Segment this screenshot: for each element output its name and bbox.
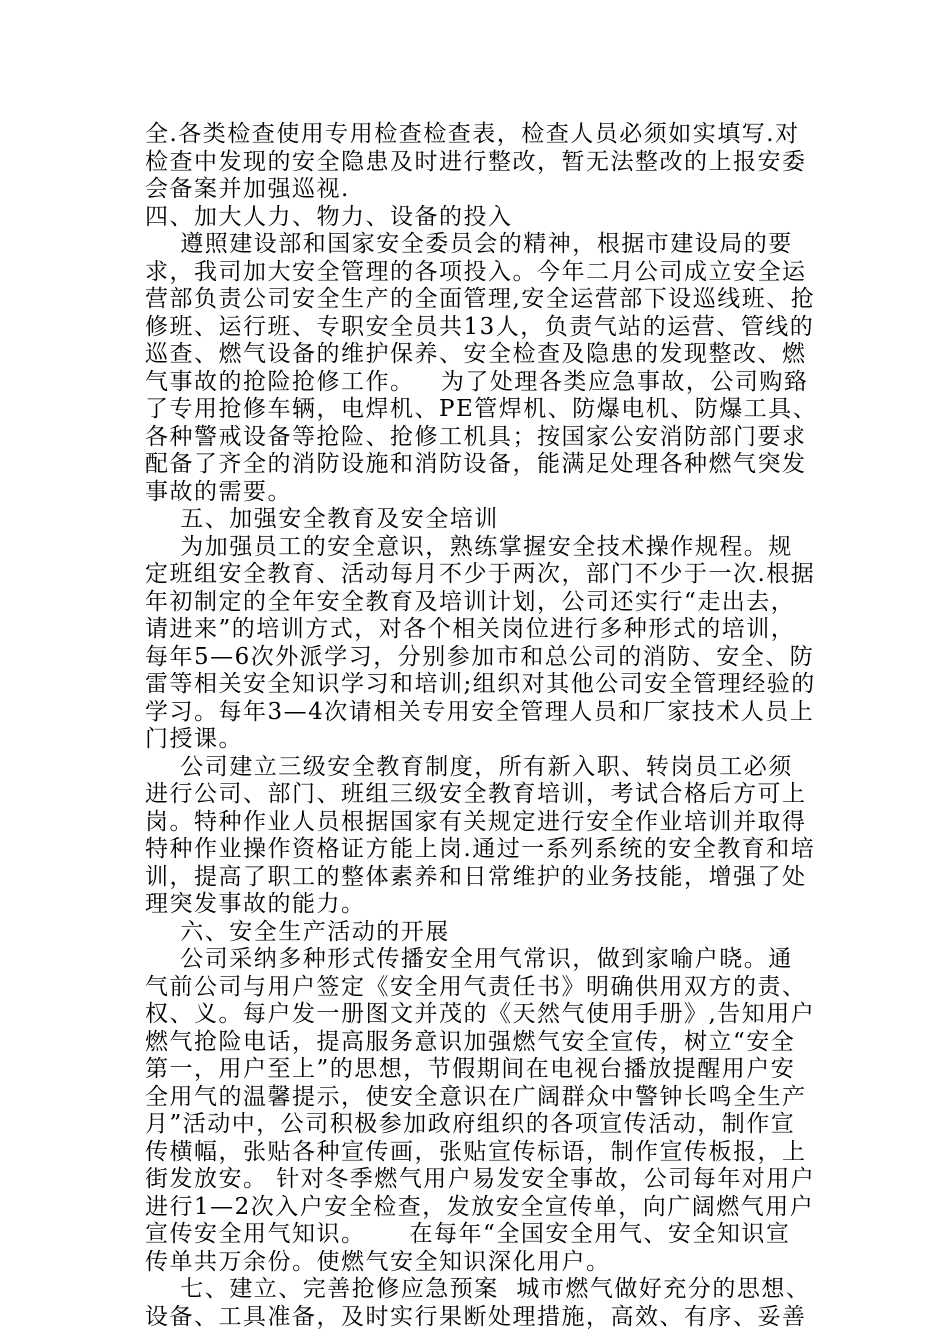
text-line: 事故的需要。	[145, 478, 292, 505]
section-heading: 四、加大人力、物力、设备的投入	[145, 203, 513, 230]
text-line: 训，提高了职工的整体素养和日常维护的业务技能，增强了处	[145, 863, 807, 890]
text-line: 公司采纳多种形式传播安全用气常识，做到家喻户晓。通	[145, 946, 793, 972]
text-line: 每年5—6次外派学习，分别参加市和总公司的消防、安全、防	[145, 643, 815, 670]
text-line: 巡查、燃气设备的维护保养、安全检查及隐患的发现整改、燃	[145, 341, 807, 367]
text-line: 会备案并加强巡视.	[145, 176, 350, 202]
text-line: 气前公司与用户签定《安全用气责任书》明确供用双方的责、	[145, 973, 807, 1000]
section-heading: 七、建立、完善抢修应急预案 城市燃气做好充分的思想、	[145, 1276, 811, 1302]
text-line: 气事故的抢险抢修工作。 为了处理各类应急事故，公司购臵	[145, 368, 809, 395]
text-line: 请进来”的培训方式，对各个相关岗位进行多种形式的培训，	[145, 616, 796, 642]
text-line: 为加强员工的安全意识，熟练掌握安全技术操作规程。规	[145, 533, 793, 560]
text-line: 年初制定的全年安全教育及培训计划，公司还实行“走出去，	[145, 588, 796, 615]
text-line: 月”活动中，公司积极参加政府组织的各项宣传活动，制作宣	[145, 1111, 796, 1137]
text-line: 特种作业操作资格证方能上岗.通过一系列系统的安全教育和培	[145, 836, 816, 862]
text-line: 求，我司加大安全管理的各项投入。今年二月公司成立安全运	[145, 258, 807, 285]
text-line: 宣传安全用气知识。 在每年“全国安全用气、安全知识宣	[145, 1221, 791, 1247]
text-line: 第一，用户至上”的思想，节假期间在电视台播放提醒用户安	[145, 1056, 796, 1082]
text-line: 全用气的温馨提示，使安全意识在广阔群众中警钟长鸣全生产	[145, 1083, 807, 1110]
text-line: 传单共万余份。使燃气安全知识深化用户。	[145, 1248, 611, 1275]
text-line: 全.各类检查使用专用检查检查表，检查人员必须如实填写.对	[145, 121, 800, 147]
text-line: 修班、运行班、专职安全员共13人，负责气站的运营、管线的	[145, 313, 815, 340]
text-line: 进行公司、部门、班组三级安全教育培训，考试合格后方可上	[145, 781, 807, 807]
text-line: 传横幅，张贴各种宣传画，张贴宣传标语，制作宣传板报，上	[145, 1138, 807, 1165]
text-line: 燃气抢险电话，提高服务意识加强燃气安全宣传，树立“安全	[145, 1028, 796, 1055]
text-line: 设备、工具准备，及时实行果断处理措施，高效、有序、妥善	[145, 1303, 807, 1330]
text-line: 学习。每年3—4次请相关专用安全管理人员和厂家技术人员上	[145, 698, 815, 725]
text-line: 配备了齐全的消防设施和消防设备，能满足处理各种燃气突发	[145, 451, 807, 477]
text-line: 街发放安。 针对冬季燃气用户易发安全事故，公司每年对用户	[145, 1166, 816, 1192]
text-line: 进行1—2次入户安全检查，发放安全宣传单，向广阔燃气用户	[145, 1193, 815, 1220]
text-line: 各种警戒设备等抢险、抢修工机具；按国家公安消防部门要求	[145, 423, 807, 450]
text-line: 权、义。每户发一册图文并茂的《天然气使用手册》,告知用户	[145, 1001, 816, 1027]
text-line: 定班组安全教育、活动每月不少于两次，部门不少于一次.根据	[145, 561, 816, 587]
text-line: 公司建立三级安全教育制度，所有新入职、转岗员工必须	[145, 753, 793, 780]
section-heading: 五、加强安全教育及安全培训	[145, 506, 499, 532]
section-heading: 六、安全生产活动的开展	[145, 918, 450, 945]
document-page	[145, 121, 825, 1331]
text-line: 检查中发现的安全隐患及时进行整改，暂无法整改的上报安委	[145, 148, 807, 175]
text-line: 了专用抢修车辆，电焊机、PE管焊机、防爆电机、防爆工具、	[145, 396, 818, 422]
text-line: 门授课。	[145, 726, 243, 752]
text-line: 理突发事故的能力。	[145, 891, 366, 917]
text-line: 雷等相关安全知识学习和培训;组织对其他公司安全管理经验的	[145, 671, 816, 697]
text-line: 岗。特种作业人员根据国家有关规定进行安全作业培训并取得	[145, 808, 807, 835]
text-line: 遵照建设部和国家安全委员会的精神，根据市建设局的要	[145, 231, 793, 257]
text-line: 营部负责公司安全生产的全面管理,安全运营部下设巡线班、抢	[145, 286, 816, 312]
